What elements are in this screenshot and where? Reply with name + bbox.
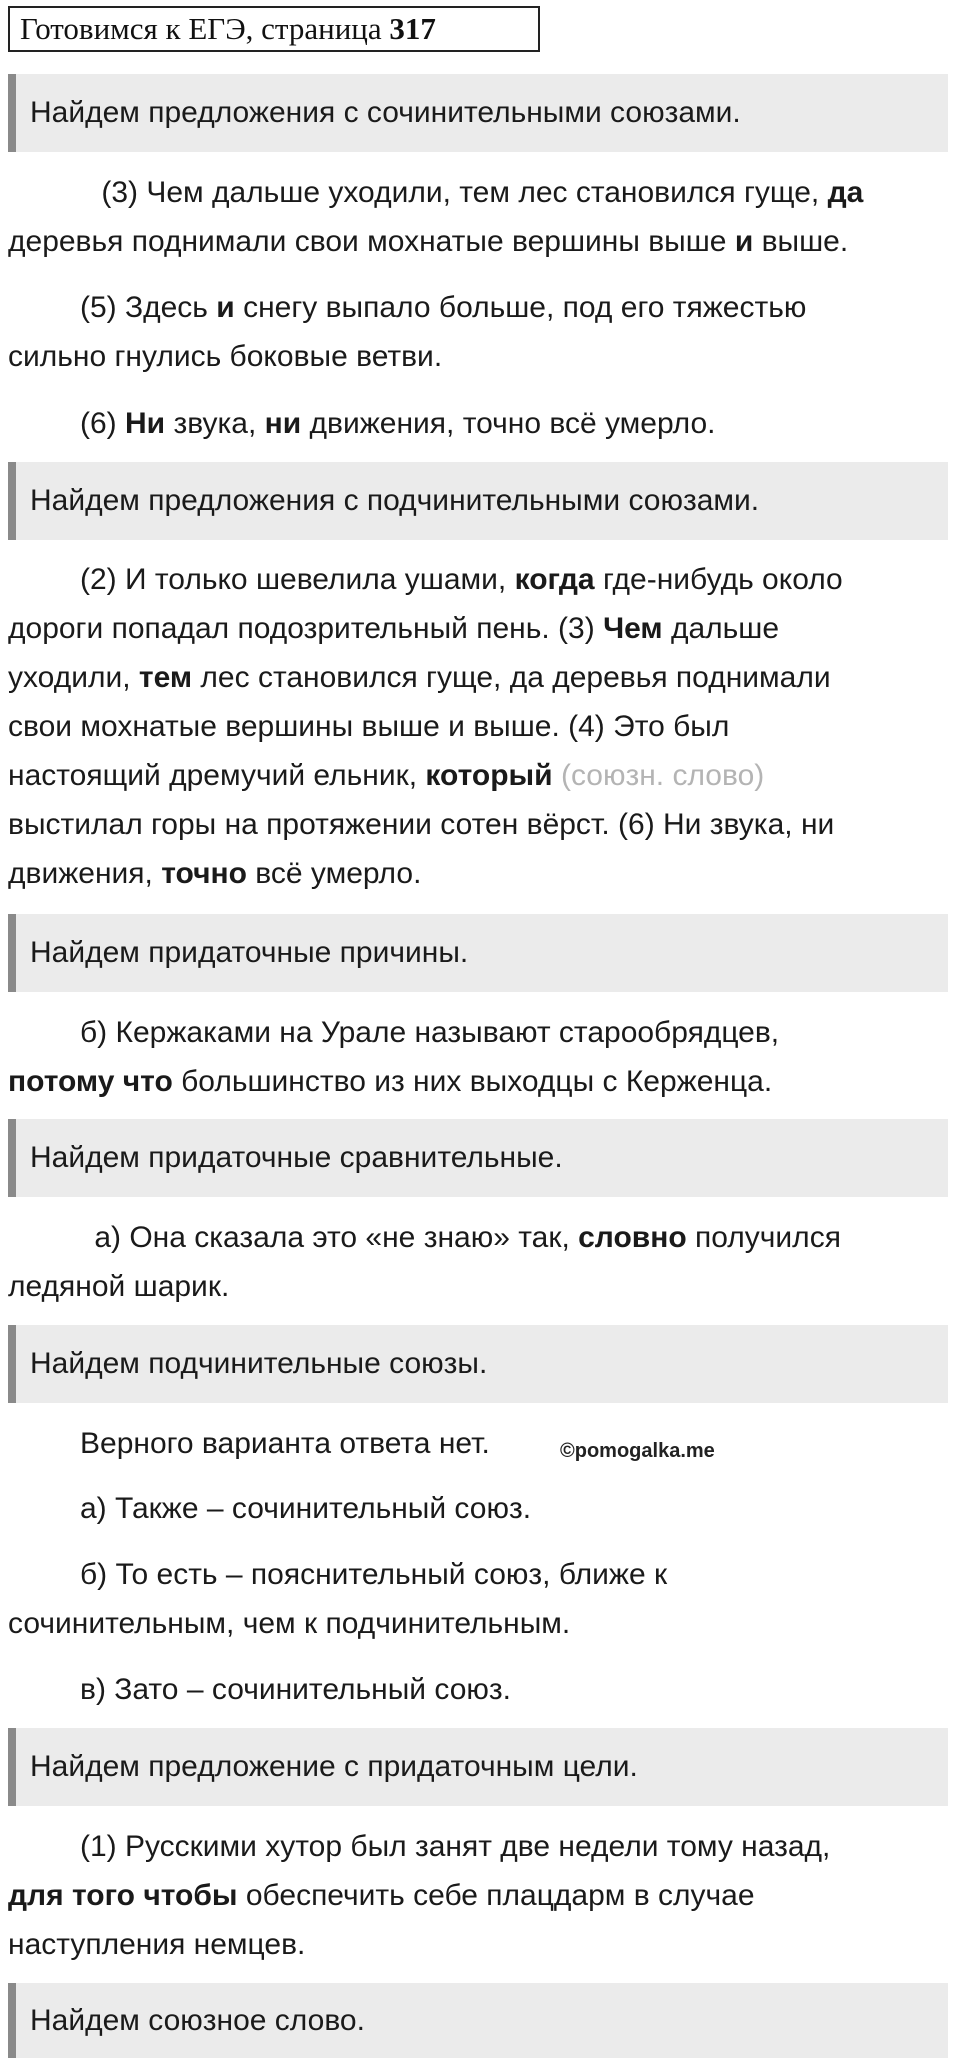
text-run: движения, [8,857,162,890]
text-run: б) То есть – пояснительный союз, ближе к [80,1558,668,1591]
section-heading: Найдем предложения с сочинительными союзами. [8,74,948,152]
text-line [8,217,953,266]
text-line [8,283,953,332]
text-line [8,1213,953,1262]
section-heading: Найдем предложение с придаточным цели. [8,1728,948,1806]
text-run: (2) И только шевелила ушами, [80,563,515,596]
paragraph [8,1008,953,1106]
page-number: 317 [389,11,436,46]
text-run: большинство из них выходцы с Керженца. [172,1065,773,1098]
text-line [8,702,953,751]
section-heading: Найдем предложения с подчинительными союзами. [8,462,948,540]
text-run: б) Кержаками на Урале называют старообрядцев, [80,1016,780,1049]
bold-word: для того чтобы [8,1879,238,1912]
text-line [8,1008,953,1057]
text-run: где-нибудь около [594,563,843,596]
text-line [8,1920,953,1969]
text-run: звука, [165,407,265,440]
bold-word: и [734,225,754,258]
text-run: дальше [662,612,780,645]
section-heading: Найдем союзное слово. [8,1983,948,2058]
text-run: свои мохнатые вершины выше и выше. (4) Это был [8,710,730,743]
text-line [8,332,953,381]
text-run: дороги попадал подозрительный пень. (3) [8,612,604,645]
text-run: выстилал горы на протяжении сотен вёрст. (6) Ни звука, ни [8,808,835,841]
text-line [8,1262,953,1311]
bold-word: словно [578,1221,687,1254]
text-line [8,653,953,702]
text-run: всё умерло. [246,857,422,890]
text-line [8,849,953,898]
text-run: (1) Русскими хутор был занят две недели тому назад, [80,1830,831,1863]
section-heading: Найдем придаточные причины. [8,914,948,992]
bold-word: и [216,291,235,324]
section-heading: Найдем придаточные сравнительные. [8,1119,948,1197]
text-run: Верного варианта ответа нет. [80,1427,490,1460]
text-run: (6) [80,407,125,440]
bold-word: ни [264,407,302,440]
text-run: ледяной шарик. [8,1270,230,1303]
text-line [8,800,953,849]
bold-word: точно [161,857,247,890]
header-prefix: Готовимся к ЕГЭ, страница [20,11,390,46]
text-line [8,1419,953,1468]
text-run: выше. [753,225,849,258]
section-heading: Найдем подчинительные союзы. [8,1325,948,1403]
text-run: получился [686,1221,841,1254]
bold-word: Ни [125,407,166,440]
text-run: (5) Здесь [80,291,217,324]
bold-word: который [425,759,553,792]
text-line [8,1484,953,1533]
text-run: обеспечить себе плацдарм в случае [237,1879,755,1912]
text-line [8,751,953,800]
text-run: а) Также – сочинительный союз. [80,1492,532,1525]
paragraph [8,1213,953,1311]
paragraph [8,1822,953,1969]
text-line [8,1550,953,1599]
paragraph [8,168,953,266]
text-run: а) Она сказала это «не знаю» так, [86,1221,579,1254]
paragraph [8,1419,953,1468]
text-line [8,1599,953,1648]
text-run: уходили, [8,661,139,694]
page-header [8,6,540,52]
text-line [8,1822,953,1871]
text-line [8,1871,953,1920]
text-line [8,1057,953,1106]
text-run: (3) Чем дальше уходили, тем лес становился гуще, [93,176,828,209]
text-line [8,1665,953,1714]
gray-note: (союзн. слово) [560,759,765,792]
text-run [553,759,561,792]
text-line [8,168,953,217]
paragraph [8,555,953,898]
text-run: наступления немцев. [8,1928,306,1961]
watermark: ©pomogalka.me [560,1440,715,1462]
text-run: движения, точно всё умерло. [301,407,716,440]
text-run: лес становился гуще, да деревья поднимали [192,661,831,694]
paragraph [8,1484,953,1533]
text-line [8,555,953,604]
text-run: в) Зато – сочинительный союз. [80,1673,511,1706]
paragraph [8,399,953,448]
text-run: настоящий дремучий ельник, [8,759,426,792]
text-run: сочинительным, чем к подчинительным. [8,1607,571,1640]
text-line [8,399,953,448]
paragraph [8,1550,953,1648]
text-run: сильно гнулись боковые ветви. [8,340,443,373]
text-line [8,604,953,653]
bold-word: тем [138,661,193,694]
paragraph [8,1665,953,1714]
text-run: деревья поднимали свои мохнатые вершины выше [8,225,735,258]
bold-word: да [827,176,864,209]
paragraph [8,283,953,381]
bold-word: когда [514,563,595,596]
text-run: снегу выпало больше, под его тяжестью [234,291,807,324]
bold-word: потому что [8,1065,173,1098]
bold-word: Чем [603,612,663,645]
